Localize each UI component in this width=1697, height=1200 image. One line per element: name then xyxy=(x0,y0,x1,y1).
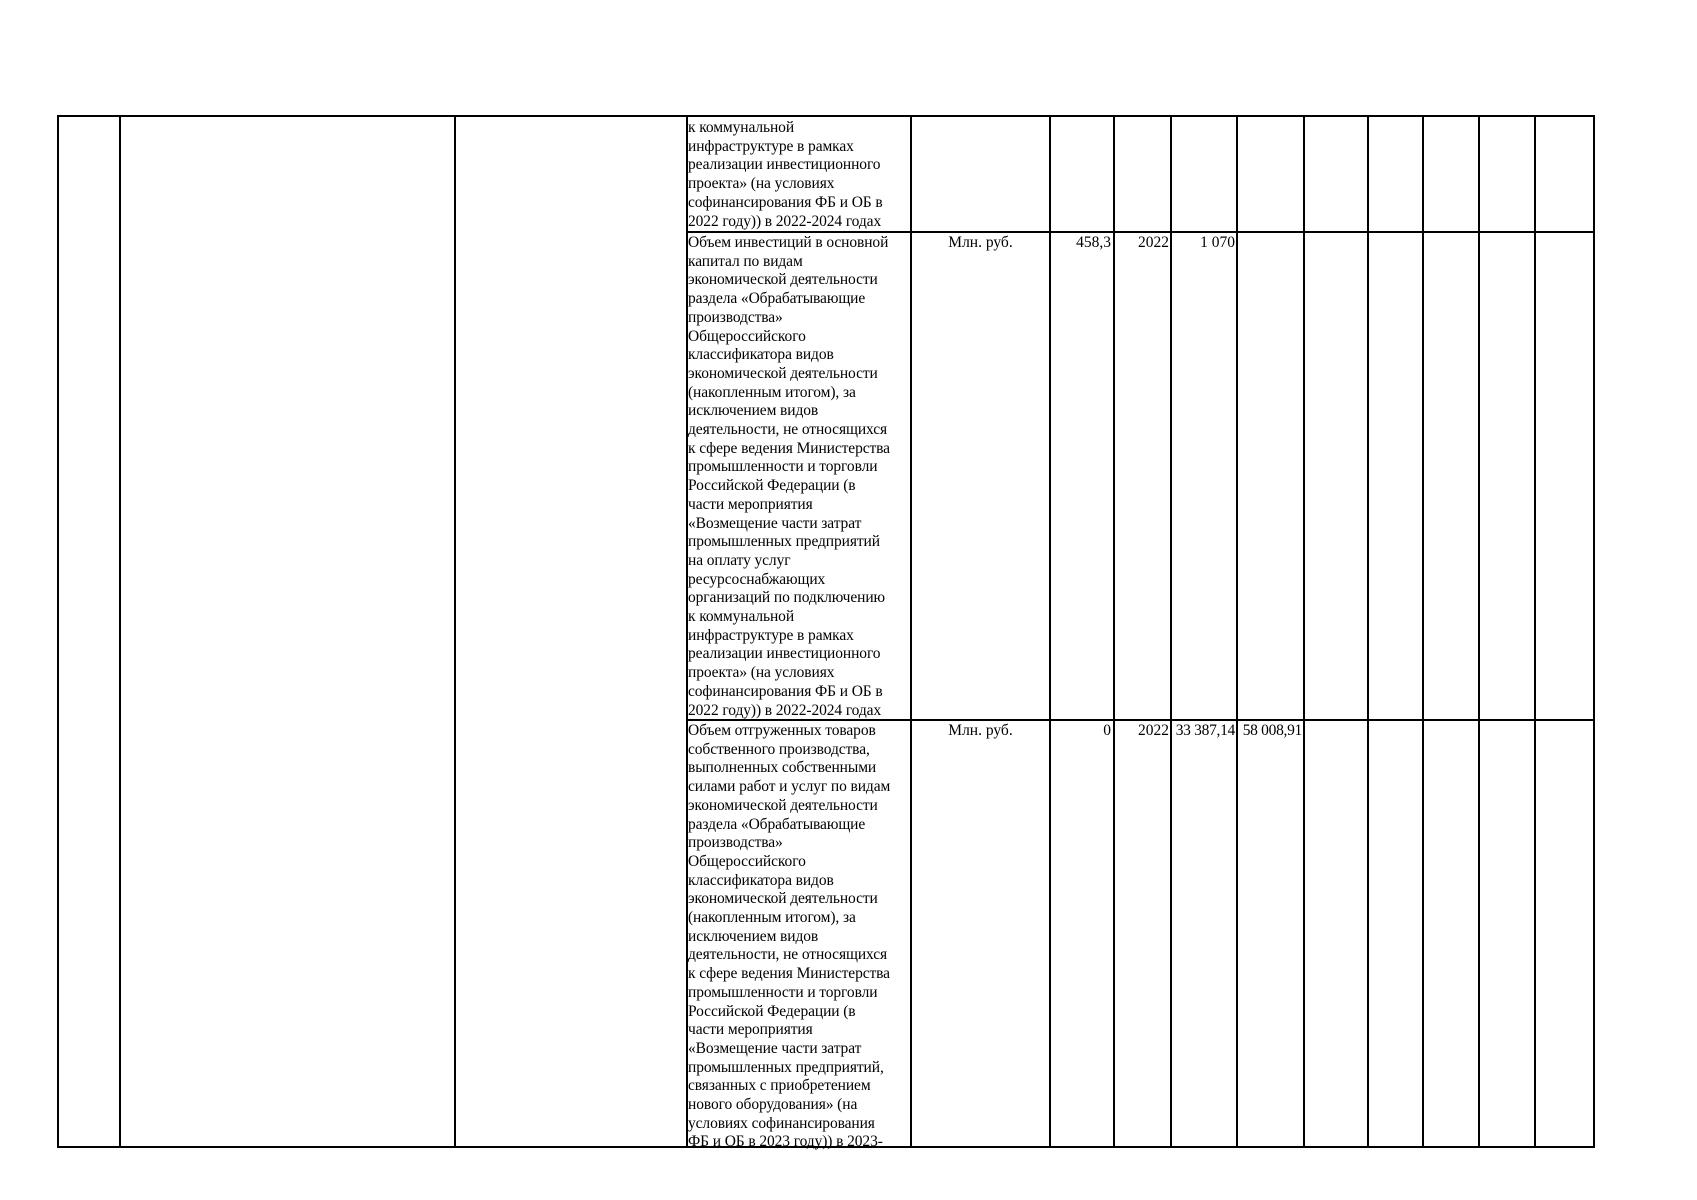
column-divider xyxy=(1422,117,1424,1146)
value-2022-cell-row-2: 1 070 xyxy=(1200,234,1235,251)
base-value-cell-row-3: 0 xyxy=(1103,722,1111,739)
column-divider xyxy=(1534,117,1536,1146)
column-divider xyxy=(1113,117,1115,1146)
base-year-cell-row-3: 2022 xyxy=(1138,722,1169,739)
column-divider xyxy=(1367,117,1369,1146)
column-divider xyxy=(1236,117,1238,1146)
column-divider xyxy=(1303,117,1305,1146)
indicator-text-row-3: Объем отгруженных товаров собственного производства, выполненных собственными силами работ и услуг по видам экономической деятельности раздела «Обрабатывающие производства» Общероссийского классификатора видов экономической деятельности (накопленным итогом), за исключением видов деятельности, не относящихся к сфере ведения Министерства промышленности и торговли Российской Федерации (в части мероприятия «Возмещение части затрат промышленных предприятий, связанных с приобретением нового оборудования» (на условиях софинансирования ФБ и ОБ в 2023 году)) в 2023- xyxy=(688,722,891,1151)
column-divider xyxy=(1170,117,1172,1146)
indicator-text-row-1: к коммунальной инфраструктуре в рамках реализации инвестиционного проекта» (на условиях софинансирования ФБ и ОБ в 2022 году)) в 2022-2024 годах xyxy=(688,119,883,230)
base-year-cell-row-2: 2022 xyxy=(1138,234,1169,251)
row-divider xyxy=(686,231,1593,233)
column-divider xyxy=(454,117,456,1146)
value-2022-cell-row-3: 33 387,14 xyxy=(1175,722,1235,739)
column-divider xyxy=(1478,117,1480,1146)
indicator-table xyxy=(57,115,1595,1151)
unit-cell-row-3: Млн. руб. xyxy=(948,722,1013,739)
unit-cell-row-2: Млн. руб. xyxy=(948,234,1013,251)
base-value-cell-row-2: 458,3 xyxy=(1076,234,1111,251)
indicator-text-row-2: Объем инвестиций в основной капитал по видам экономической деятельности раздела «Обрабатывающие производства» Общероссийского классификатора видов экономической деятельности (накопленным итогом), за исключением видов деятельности, не относящихся к сфере ведения Министерства промышленности и торговли Российской Федерации (в части мероприятия «Возмещение части затрат промышленных предприятий на оплату услуг ресурсоснабжающих организаций по подключению к коммунальной инфраструктуре в рамках реализации инвестиционного проекта» (на условиях софинансирования ФБ и ОБ в 2022 году)) в 2022-2024 годах xyxy=(688,234,890,719)
column-divider xyxy=(1049,117,1051,1146)
column-divider xyxy=(119,117,121,1146)
column-divider xyxy=(910,117,912,1146)
value-2023-cell-row-3: 58 008,91 xyxy=(1242,722,1302,739)
